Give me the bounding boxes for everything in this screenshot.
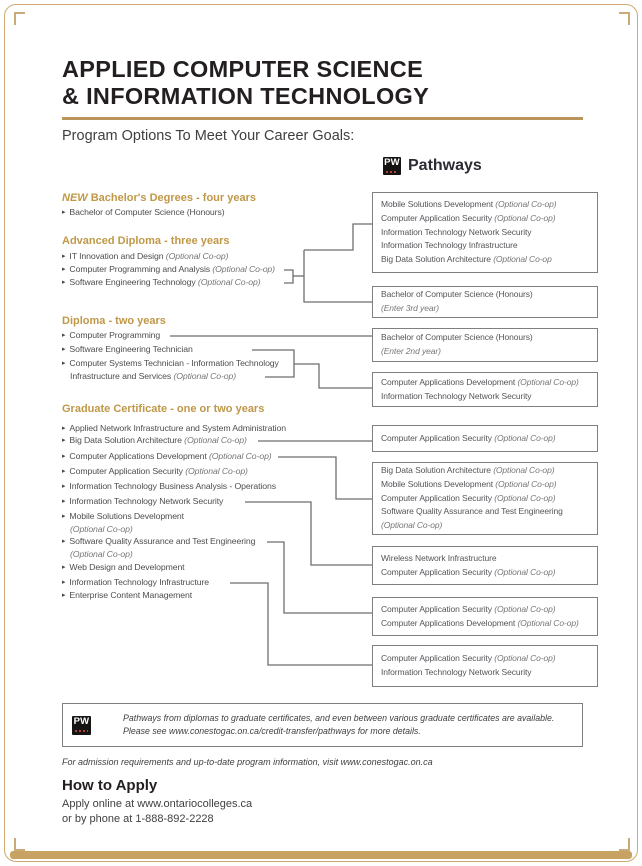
pathway-box-line: Computer Application Security (Optional Co-op)	[381, 653, 556, 664]
pathway-box-line: (Optional Co-op)	[381, 520, 443, 531]
bullet-icon: ▸	[62, 437, 66, 444]
program-item: ▸ Information Technology Network Security	[62, 496, 224, 506]
pathway-box-line: Information Technology Network Security	[381, 390, 532, 401]
pathways-logo-letters: PW	[73, 715, 90, 727]
optional-coop-label: (Optional Co-op)	[197, 277, 261, 287]
bullet-icon: ▸	[62, 266, 66, 273]
pathway-box-line: (Enter 3rd year)	[381, 303, 439, 313]
connector-line	[284, 270, 293, 283]
program-item: ▸ Enterprise Content Management	[62, 590, 193, 600]
page-title-line1: APPLIED COMPUTER SCIENCE	[62, 56, 424, 82]
optional-coop-label: (Optional Co-op)	[208, 451, 272, 461]
program-item-line2: Infrastructure and Services (Optional Co-op)	[70, 371, 237, 381]
section-heading: Advanced Diploma - three years	[62, 235, 230, 247]
bullet-icon: ▸	[62, 592, 66, 599]
optional-coop-label: (Optional Co-op)	[493, 465, 555, 475]
pathway-box-line: Software Quality Assurance and Test Engineering	[381, 506, 563, 517]
bullet-icon: ▸	[62, 564, 66, 571]
pathway-box-line: Computer Application Security (Optional Co-op)	[381, 212, 556, 223]
pathway-box-line: Computer Application Security (Optional Co-op)	[381, 432, 556, 443]
program-item: ▸ Big Data Solution Architecture (Optional Co-op)	[62, 435, 247, 445]
optional-coop-label: (Optional Co-op)	[494, 212, 556, 223]
pathway-box-line: Big Data Solution Architecture (Optional Co-op)	[381, 465, 555, 475]
pathways-note-line2: Please see www.conestogac.on.ca/credit-transfer/pathways for more details.	[123, 726, 421, 736]
optional-coop-label: (Optional Co-op)	[212, 264, 275, 274]
pathway-box-line: Computer Application Security (Optional Co-op)	[381, 603, 556, 614]
program-item: ▸ Computer Application Security (Optional Co-op)	[62, 466, 248, 476]
section-heading: Diploma - two years	[62, 315, 166, 327]
bullet-icon: ▸	[62, 425, 66, 432]
pathways-note-text	[123, 712, 554, 739]
optional-coop-label: (Optional Co-op)	[517, 617, 579, 628]
program-item: ▸ Information Technology Business Analysis - Operations	[62, 481, 276, 491]
pathway-box-line: Information Technology Network Security	[381, 226, 532, 237]
optional-coop-label: (Optional Co-op)	[494, 566, 556, 577]
pathway-box-line: Computer Application Security (Optional Co-op)	[381, 566, 556, 577]
bullet-icon: ▸	[62, 453, 66, 460]
pathway-box	[372, 546, 598, 585]
optional-coop-label: (Optional Co-op)	[495, 199, 557, 209]
optional-coop-label: (Optional Co-op	[493, 254, 552, 265]
pathway-box-line: Bachelor of Computer Science (Honours)	[381, 332, 533, 343]
bullet-icon: ▸	[62, 468, 66, 475]
optional-coop-label: (Optional Co-op)	[70, 524, 133, 534]
program-item: ▸ Computer Programming	[62, 330, 161, 340]
bullet-icon: ▸	[62, 279, 66, 286]
page-title-line2: & INFORMATION TECHNOLOGY	[62, 82, 430, 109]
optional-coop-label: (Optional Co-op)	[494, 432, 556, 443]
program-item: ▸ Computer Programming and Analysis (Optional Co-op)	[62, 264, 275, 274]
pathways-note-box	[62, 703, 583, 747]
program-item-line2	[70, 549, 133, 559]
apply-phone-line: or by phone at 1-888-892-2228	[62, 813, 214, 825]
pathway-box-line: Big Data Solution Architecture (Optional Co-op	[381, 254, 552, 265]
pathway-box-line: Mobile Solutions Development (Optional Co-op)	[381, 199, 557, 209]
bullet-icon: ▸	[62, 253, 66, 260]
program-item: ▸ Computer Systems Technician - Information Technology	[62, 358, 279, 368]
connector-line	[230, 583, 372, 665]
pathways-logo-dots-icon	[75, 730, 88, 732]
optional-coop-label: (Optional Co-op)	[173, 371, 237, 381]
connector-line	[304, 250, 372, 302]
pathway-box-line: Mobile Solutions Development (Optional Co-op)	[381, 478, 557, 489]
pathway-box-line: Information Technology Infrastructure	[381, 240, 518, 251]
bullet-icon: ▸	[62, 538, 66, 545]
bullet-icon: ▸	[62, 346, 66, 353]
pathway-box	[372, 372, 598, 407]
subtitle: Program Options To Meet Your Career Goals:	[62, 128, 355, 144]
bullet-icon: ▸	[62, 360, 66, 367]
optional-coop-label: (Optional Co-op)	[494, 603, 556, 614]
program-item: ▸ Bachelor of Computer Science (Honours)	[62, 207, 225, 217]
bullet-icon: ▸	[62, 513, 66, 520]
program-item-line2	[70, 524, 133, 534]
bullet-icon: ▸	[62, 498, 66, 505]
connector-line	[267, 542, 372, 613]
pathway-box-line: Wireless Network Infrastructure	[381, 552, 497, 563]
program-item: ▸ Mobile Solutions Development	[62, 511, 184, 521]
pathway-box	[372, 597, 598, 636]
pathway-box-line: Computer Applications Development (Optional Co-op)	[381, 376, 579, 387]
optional-coop-label: (Optional Co-op)	[494, 492, 556, 503]
bullet-icon: ▸	[62, 209, 66, 216]
pathways-note-line1: Pathways from diplomas to graduate certificates, and even between various graduate certificates are available.	[123, 712, 555, 723]
pathway-box	[372, 192, 598, 273]
pathway-box	[372, 645, 598, 687]
pathway-box-line: Computer Applications Development (Optional Co-op)	[381, 617, 579, 628]
connector-line	[304, 224, 372, 250]
pathway-box-line: Information Technology Network Security	[381, 667, 532, 677]
pathway-box	[372, 462, 598, 535]
optional-coop-label: (Optional Co-op)	[165, 251, 229, 261]
how-to-apply-heading: How to Apply	[62, 777, 158, 794]
pathways-label: Pathways	[408, 157, 482, 174]
pathways-logo-icon	[72, 716, 91, 735]
pathway-box	[372, 328, 598, 362]
program-item: ▸ IT Innovation and Design (Optional Co-op)	[62, 251, 229, 261]
pathway-box-line: Computer Application Security (Optional Co-op)	[381, 492, 556, 503]
pathway-box-line: (Enter 2nd year)	[381, 346, 441, 356]
bullet-icon: ▸	[62, 579, 66, 586]
optional-coop-label: (Optional Co-op)	[517, 376, 579, 387]
optional-coop-label: (Optional Co-op)	[494, 653, 556, 664]
section-heading: NEW Bachelor's Degrees - four years	[62, 192, 256, 204]
program-item: ▸ Computer Applications Development (Optional Co-op)	[62, 451, 272, 461]
connector-line	[294, 364, 372, 388]
section-heading: Graduate Certificate - one or two years	[62, 403, 265, 415]
optional-coop-label: (Optional Co-op)	[185, 466, 248, 476]
program-item: ▸ Web Design and Development	[62, 562, 185, 572]
program-item: ▸ Information Technology Infrastructure	[62, 577, 209, 587]
optional-coop-label: (Optional Co-op)	[70, 549, 133, 559]
pathway-box	[372, 425, 598, 452]
admission-note: For admission requirements and up-to-date program information, visit www.conestogac.on.ca	[62, 757, 433, 767]
pathway-box-line: Bachelor of Computer Science (Honours)	[381, 289, 533, 300]
program-item: ▸ Applied Network Infrastructure and System Administration	[62, 423, 286, 433]
bullet-icon: ▸	[62, 332, 66, 339]
program-item: ▸ Software Quality Assurance and Test Engineering	[62, 536, 256, 546]
apply-online-line: Apply online at www.ontariocolleges.ca	[62, 798, 253, 810]
optional-coop-label: (Optional Co-op)	[184, 435, 247, 445]
connector-line	[278, 457, 372, 499]
program-item: ▸ Software Engineering Technician	[62, 344, 193, 354]
pathway-box	[372, 286, 598, 318]
pathways-logo-letters: PW	[384, 157, 400, 168]
program-item: ▸ Software Engineering Technology (Optional Co-op)	[62, 277, 261, 287]
optional-coop-label: (Optional Co-op)	[495, 478, 557, 489]
connector-line	[245, 502, 372, 565]
bullet-icon: ▸	[62, 483, 66, 490]
